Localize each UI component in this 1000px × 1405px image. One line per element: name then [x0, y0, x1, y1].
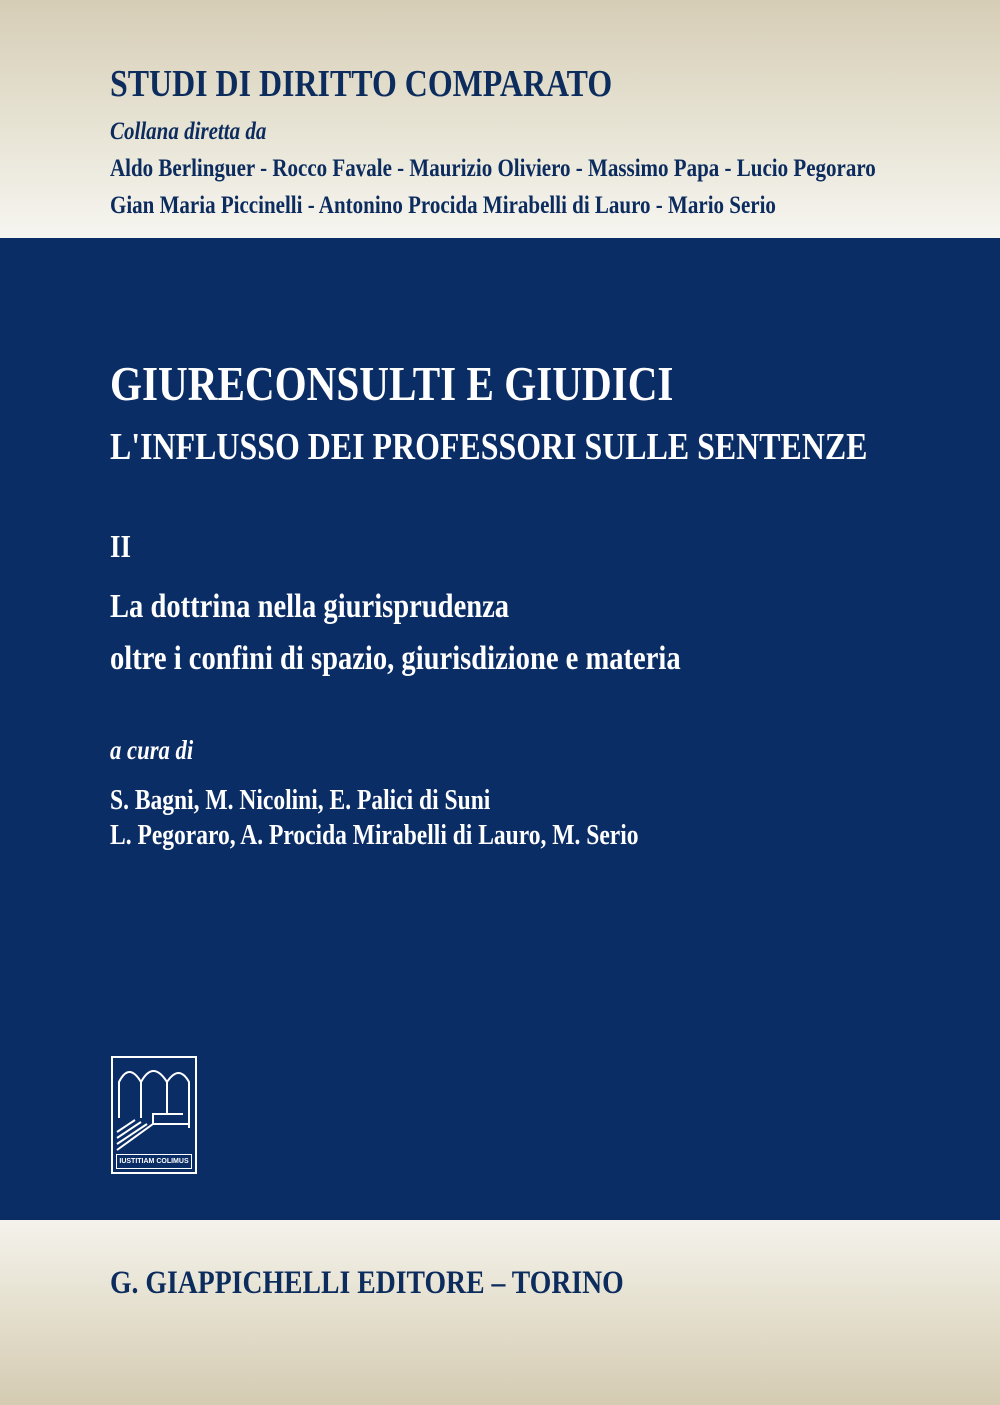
series-directors-line1: Aldo Berlinguer - Rocco Favale - Maurizio Oliviero - Massimo Papa - Lucio Pegoraro	[110, 155, 876, 182]
publisher-logo	[111, 1056, 197, 1174]
publisher-name: G. GIAPPICHELLI EDITORE – TORINO	[110, 1265, 624, 1301]
volume-title-line2: oltre i confini di spazio, giurisdizione e materia	[110, 640, 681, 677]
publisher-band	[0, 1220, 1000, 1405]
series-directors-line2: Gian Maria Piccinelli - Antonino Procida Mirabelli di Lauro - Mario Serio	[110, 192, 776, 219]
series-title: STUDI DI DIRITTO COMPARATO	[110, 63, 613, 105]
book-title: GIURECONSULTI E GIUDICI	[110, 356, 674, 411]
volume-number: II	[110, 528, 131, 564]
logo-motto: IUSTITIAM COLIMUS	[116, 1154, 192, 1169]
editors-line2: L. Pegoraro, A. Procida Mirabelli di Lauro, M. Serio	[110, 820, 639, 851]
volume-title-line1: La dottrina nella giurisprudenza	[110, 588, 510, 625]
editors-line1: S. Bagni, M. Nicolini, E. Palici di Suni	[110, 785, 491, 816]
edited-by-label: a cura di	[110, 735, 194, 765]
staircase-arches-icon	[113, 1058, 195, 1154]
book-subtitle: L'INFLUSSO DEI PROFESSORI SULLE SENTENZE	[110, 426, 868, 468]
series-directed-by-label: Collana diretta da	[110, 118, 267, 145]
